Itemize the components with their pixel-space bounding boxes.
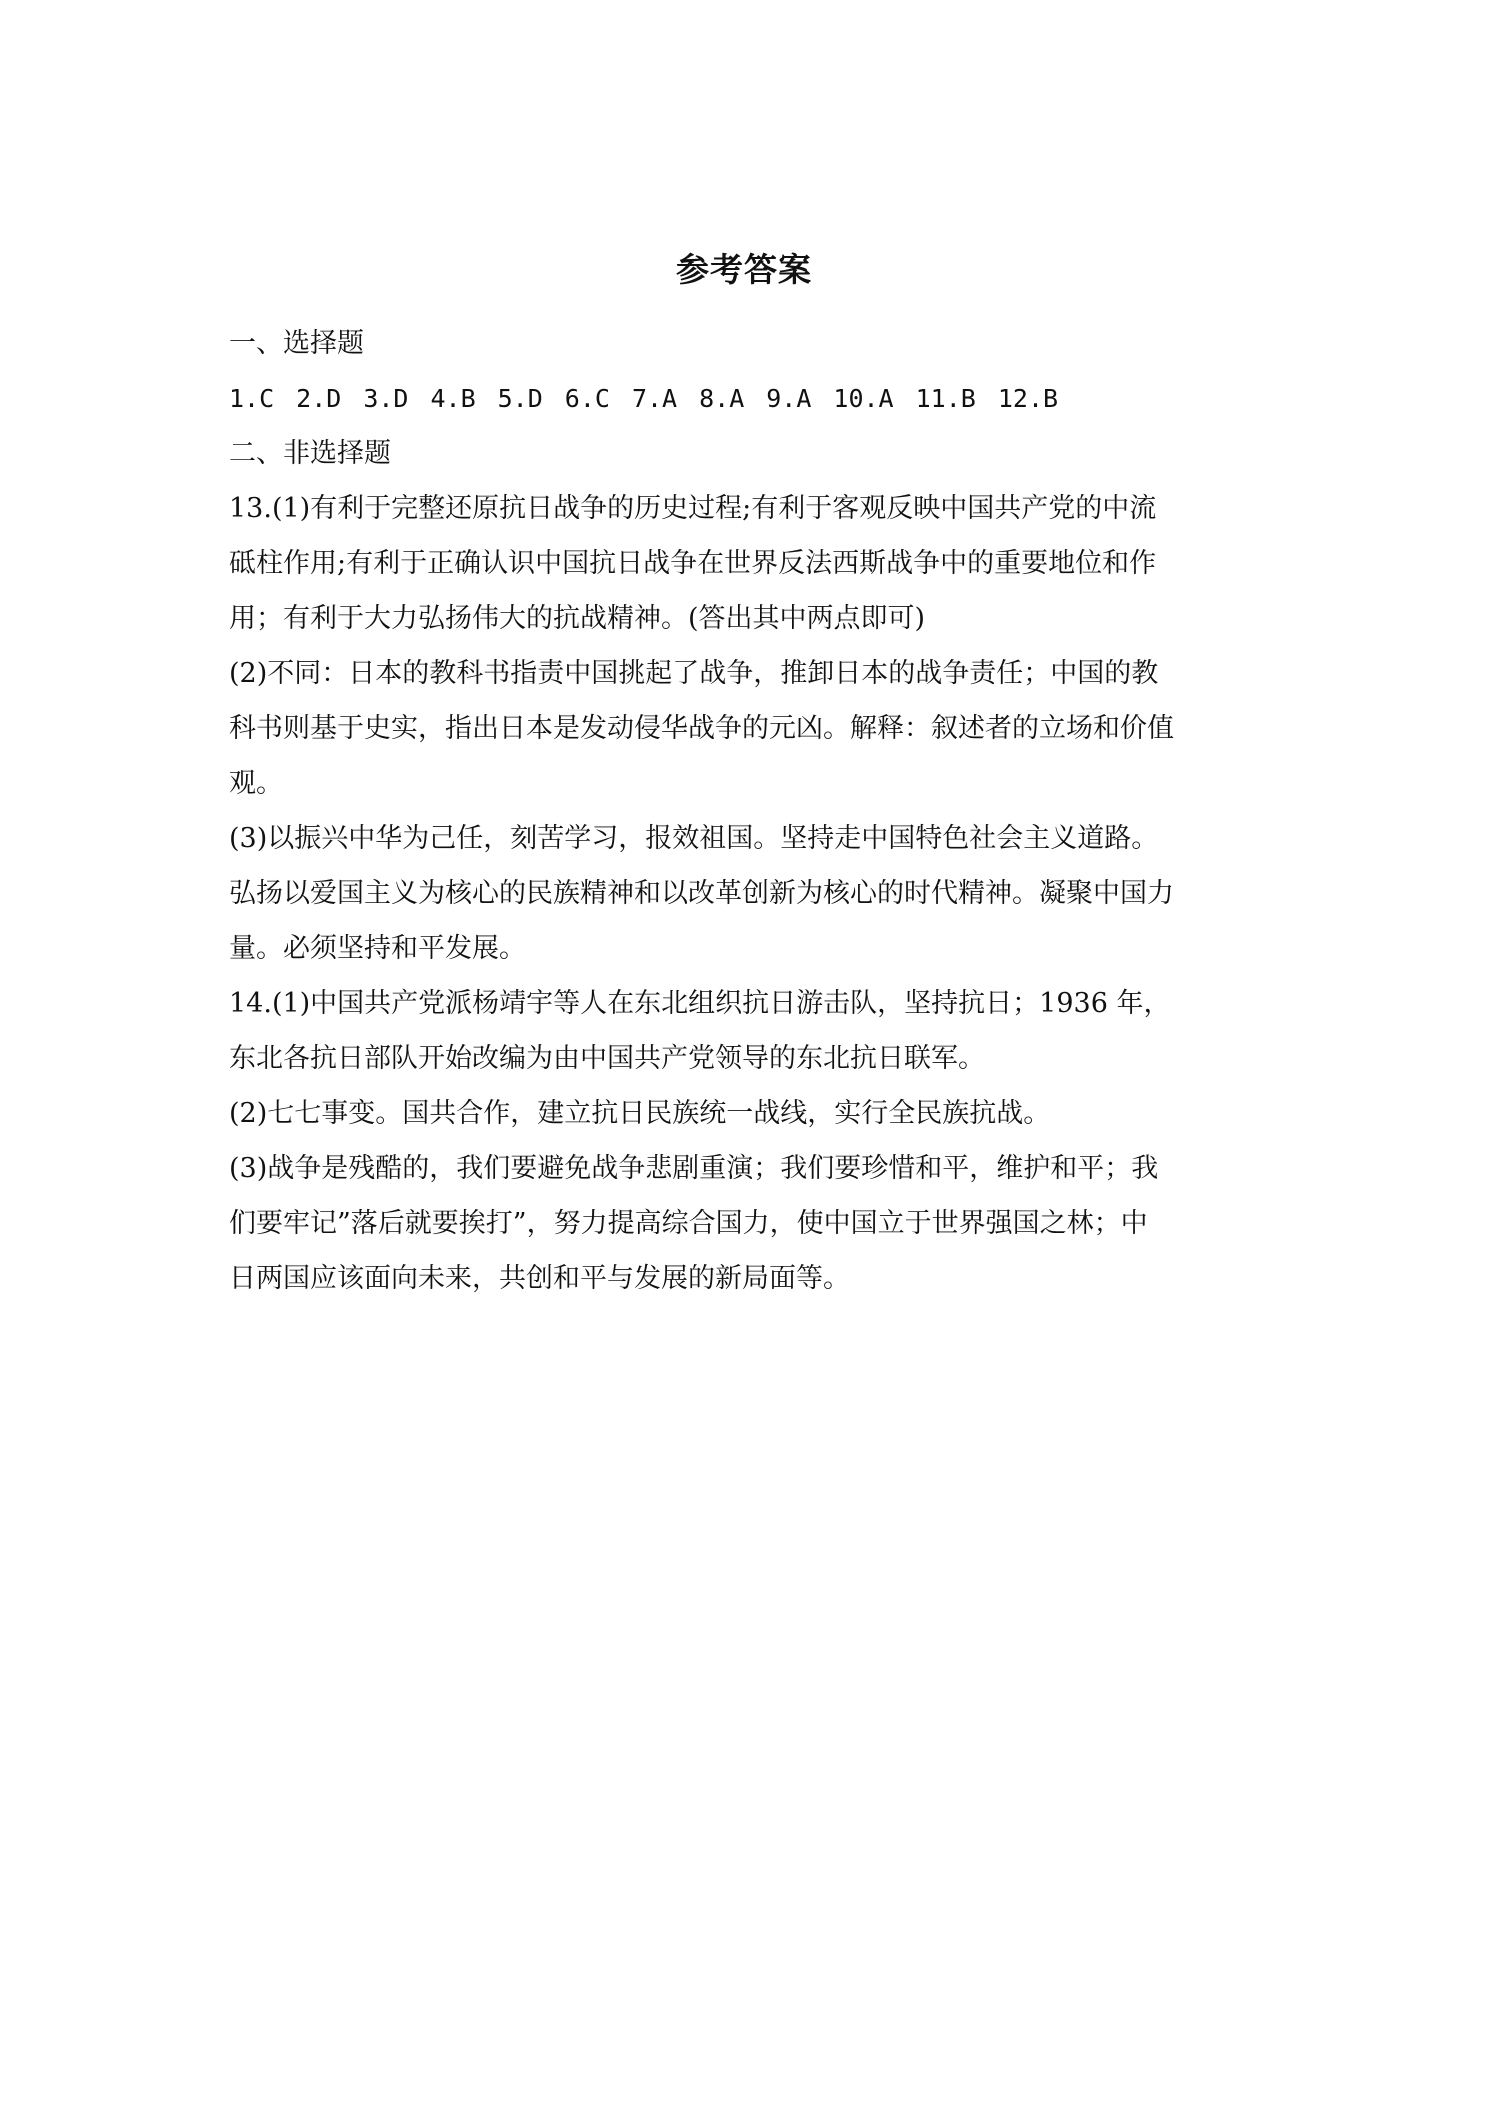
answer-line: 弘扬以爱国主义为核心的民族精神和以改革创新为核心的时代精神。凝聚中国力: [229, 878, 1174, 909]
answer-line: (2)七七事变。国共合作，建立抗日民族统一战线，实行全民族抗战。: [229, 1098, 1051, 1129]
choice-answer: 1.C: [229, 384, 275, 413]
choice-answer: 9.A: [766, 384, 812, 413]
choice-answer: 3.D: [363, 384, 409, 413]
section-heading-choice: 一、选择题: [229, 328, 364, 359]
answer-line: (3)以振兴中华为己任，刻苦学习，报效祖国。坚持走中国特色社会主义道路。: [229, 823, 1159, 854]
answer-line: 观。: [229, 768, 283, 799]
answer-line: 13.(1)有利于完整还原抗日战争的历史过程;有利于客观反映中国共产党的中流: [229, 493, 1157, 524]
choice-answer: 5.D: [497, 384, 543, 413]
answer-line: 日两国应该面向未来，共创和平与发展的新局面等。: [229, 1263, 850, 1294]
choice-answer: 2.D: [296, 384, 342, 413]
choice-answer: 12.B: [997, 384, 1059, 413]
choice-answer: 10.A: [833, 384, 894, 413]
choice-answer: 11.B: [915, 384, 976, 413]
choice-answer: 7.A: [631, 384, 678, 413]
answer-line: 14.(1)中国共产党派杨靖宇等人在东北组织抗日游击队，坚持抗日；1936 年，: [229, 988, 1171, 1019]
page-title: 参考答案: [676, 250, 812, 289]
answer-line: 用；有利于大力弘扬伟大的抗战精神。(答出其中两点即可): [229, 603, 926, 634]
answer-line: 东北各抗日部队开始改编为由中国共产党领导的东北抗日联军。: [229, 1043, 985, 1074]
answer-line: (2)不同：日本的教科书指责中国挑起了战争，推卸日本的战争责任；中国的教: [229, 658, 1159, 689]
choice-answer: 8.A: [699, 384, 745, 413]
answer-line: 们要牢记”落后就要挨打”，努力提高综合国力，使中国立于世界强国之林；中: [229, 1208, 1148, 1239]
choice-answers-row: [229, 371, 1269, 426]
answer-content: [229, 316, 1269, 1306]
choice-answer: 6.C: [564, 384, 610, 413]
choice-answer: 4.B: [430, 384, 476, 413]
section-heading-non-choice: 二、非选择题: [229, 438, 391, 469]
answer-line: 科书则基于史实，指出日本是发动侵华战争的元凶。解释：叙述者的立场和价值: [229, 713, 1174, 744]
answer-line: 砥柱作用;有利于正确认识中国抗日战争在世界反法西斯战争中的重要地位和作: [229, 548, 1157, 579]
answer-line: (3)战争是残酷的，我们要避免战争悲剧重演；我们要珍惜和平，维护和平；我: [229, 1153, 1159, 1184]
answer-line: 量。必须坚持和平发展。: [229, 933, 526, 964]
